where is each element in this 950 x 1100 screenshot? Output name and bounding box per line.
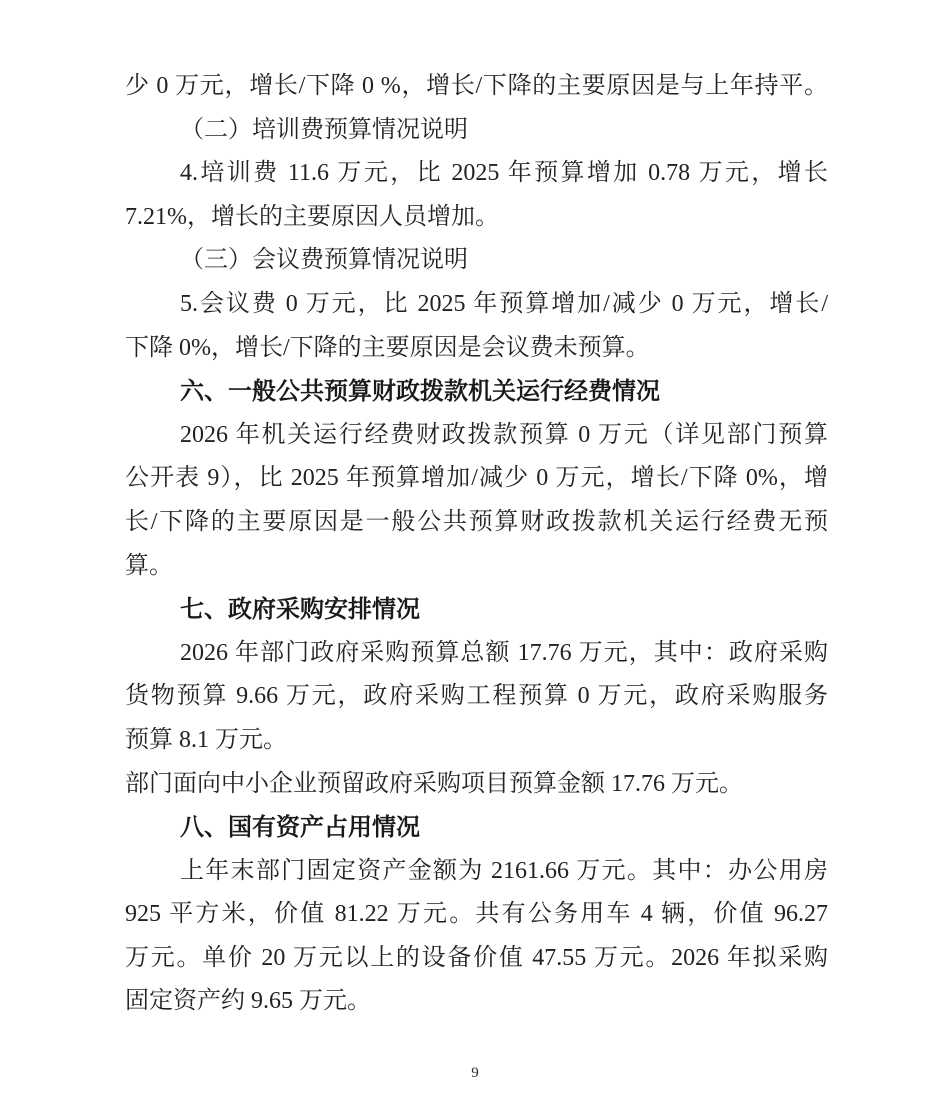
- text-line: 下降 0%，增长/下降的主要原因是会议费未预算。: [125, 334, 650, 361]
- text-line: 货物预算 9.66 万元，政府采购工程预算 0 万元，政府采购服务: [125, 683, 828, 710]
- text-line: 上年末部门固定资产金额为 2161.66 万元。其中：办公用房: [180, 857, 828, 884]
- page-number: 9: [471, 1065, 479, 1081]
- text-line: 5.会议费 0 万元，比 2025 年预算增加/减少 0 万元，增长/: [180, 290, 828, 317]
- text-line: 长/下降的主要原因是一般公共预算财政拨款机关运行经费无预: [125, 508, 828, 535]
- text-line: 固定资产约 9.65 万元。: [125, 988, 371, 1015]
- text-line: 少 0 万元，增长/下降 0 %，增长/下降的主要原因是与上年持平。: [125, 73, 828, 99]
- text-line: （三）会议费预算情况说明: [180, 247, 468, 274]
- section-heading: 七、政府采购安排情况: [180, 596, 420, 624]
- text-line: 925 平方米，价值 81.22 万元。共有公务用车 4 辆，价值 96.27: [125, 901, 828, 928]
- text-line: 2026 年机关运行经费财政拨款预算 0 万元（详见部门预算: [180, 421, 828, 448]
- text-line: 部门面向中小企业预留政府采购项目预算金额 17.76 万元。: [125, 770, 743, 797]
- document-content: [125, 65, 828, 1024]
- text-line: 预算 8.1 万元。: [125, 726, 287, 753]
- text-line: 公开表 9），比 2025 年预算增加/减少 0 万元，增长/下降 0%，增: [125, 465, 828, 492]
- text-line: 7.21%，增长的主要原因人员增加。: [125, 203, 499, 230]
- text-line: 万元。单价 20 万元以上的设备价值 47.55 万元。2026 年拟采购: [125, 944, 828, 971]
- text-line: 4.培训费 11.6 万元，比 2025 年预算增加 0.78 万元，增长: [180, 160, 828, 187]
- section-heading: 六、一般公共预算财政拨款机关运行经费情况: [180, 378, 660, 406]
- text-line: 算。: [125, 552, 173, 579]
- section-heading: 八、国有资产占用情况: [180, 814, 420, 842]
- text-line: 2026 年部门政府采购预算总额 17.76 万元，其中：政府采购: [180, 639, 828, 666]
- text-line: （二）培训费预算情况说明: [180, 116, 468, 143]
